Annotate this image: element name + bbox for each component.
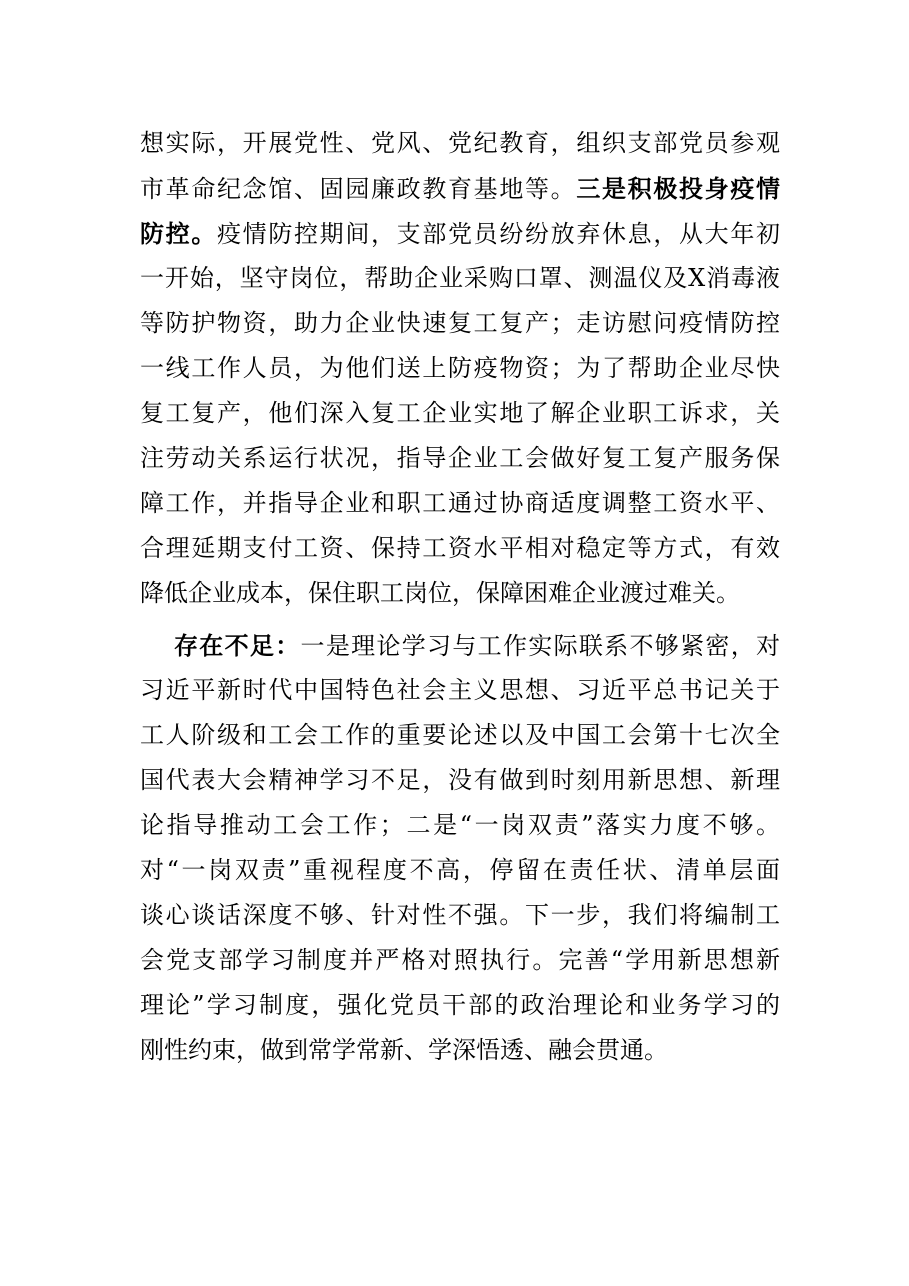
paragraph-1-line-3-text: 疫情防控期间，支部党员纷纷放弃休息，从大年初 — [217, 220, 780, 248]
paragraph-2-line-10: 刚性约束，做到常学常新、学深悟透、融会贯通。 — [140, 1036, 668, 1064]
paragraph-2-line-8: 会党支部学习制度并严格对照执行。完善“学用新思想新 — [140, 946, 780, 974]
paragraph-1-line-1: 想实际，开展党性、党风、党纪教育，组织支部党员参观 — [140, 129, 780, 157]
paragraph-1-line-5: 等防护物资，助力企业快速复工复产；走访慰问疫情防控 — [140, 309, 780, 337]
paragraph-1 — [140, 121, 780, 616]
document-body — [140, 121, 780, 1073]
paragraph-1-line-10: 合理延期支付工资、保持工资水平相对稳定等方式，有效 — [140, 534, 780, 562]
paragraph-1-line-9: 障工作，并指导企业和职工通过协商适度调整工资水平、 — [140, 489, 780, 517]
paragraph-2-line-1 — [140, 623, 780, 668]
section-three-heading-part-2: 防控。 — [140, 219, 217, 248]
paragraph-2-line-2: 习近平新时代中国特色社会主义思想、习近平总书记关于 — [140, 676, 780, 704]
paragraph-2 — [140, 623, 780, 1073]
paragraph-1-line-11: 降低企业成本，保住职工岗位，保障困难企业渡过难关。 — [140, 579, 740, 607]
shortcomings-heading: 存在不足： — [174, 631, 301, 660]
paragraph-2-line-9: 理论”学习制度，强化党员干部的政治理论和业务学习的 — [140, 991, 780, 1019]
paragraph-2-line-5: 论指导推动工会工作；二是“一岗双责”落实力度不够。 — [140, 811, 780, 839]
paragraph-1-line-7: 复工复产，他们深入复工企业实地了解企业职工诉求，关 — [140, 399, 780, 427]
paragraph-2-line-7: 谈心谈话深度不够、针对性不强。下一步，我们将编制工 — [140, 901, 780, 929]
paragraph-1-line-3 — [140, 211, 780, 256]
paragraph-1-line-2-text: 市革命纪念馆、固园廉政教育基地等。 — [140, 175, 577, 203]
paragraph-1-line-6: 一线工作人员，为他们送上防疫物资；为了帮助企业尽快 — [140, 354, 780, 382]
paragraph-1-line-4: 一开始，坚守岗位，帮助企业采购口罩、测温仪及X消毒液 — [140, 264, 780, 292]
paragraph-2-line-3: 工人阶级和工会工作的重要论述以及中国工会第十七次全 — [140, 721, 780, 749]
paragraph-2-line-6: 对“一岗双责”重视程度不高，停留在责任状、清单层面 — [140, 856, 780, 884]
section-three-heading-part-1: 三是积极投身疫情 — [576, 174, 781, 203]
paragraph-2-line-4: 国代表大会精神学习不足，没有做到时刻用新思想、新理 — [140, 766, 780, 794]
paragraph-2-line-1-text: 一是理论学习与工作实际联系不够紧密，对 — [300, 632, 781, 660]
paragraph-1-line-2 — [140, 166, 780, 211]
paragraph-1-line-8: 注劳动关系运行状况，指导企业工会做好复工复产服务保 — [140, 444, 780, 472]
paragraph-spacer — [140, 616, 780, 623]
